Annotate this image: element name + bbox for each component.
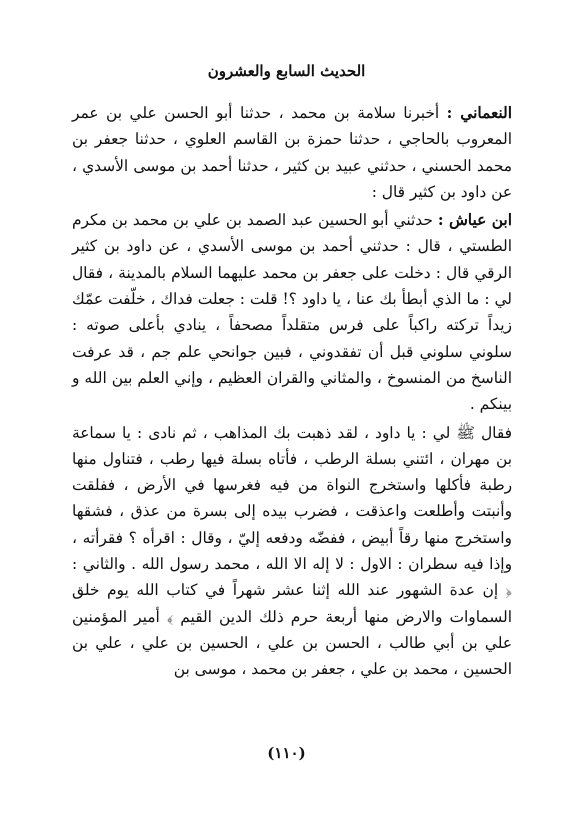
paragraph-3-text: فقال ﷺ لي : يا داود ، لقد ذهبت بك المذاهب ، ثم نادى : يا سماعة بن مهران ، ائتني بسلة الرطب ، فأتاه بسلة فيها رطب ، فتناول منها رطبة فأكلها واستخرج النواة من فيه فغرسها في الأرض ، ففلقت وأنبتت وأطلعت واعذقت ، فضرب بيده إلى بسرة من عذق ، فشقها واستخرج منها رقاً أبيض ، ففضّه ودفعه إليّ ، وقال : اقرأه ؟ فقرأته ، وإذا فيه سطران : الاول : لا إله الا الله ، محمد رسول الله . والثاني : ﴿ إن عدة الشهور عند الله إثنا عشر شهراً في كتاب الله يوم خلق السماوات والارض منها أربعة حرم ذلك الدين القيم ﴾ أمير المؤمنين علي بن أبي طالب ، الحسن بن علي ، الحسين بن علي ، علي بن الحسين ، محمد بن علي ، جعفر بن محمد ، موسى بن: [72, 423, 512, 679]
paragraph-2-lead: ابن عياش :: [437, 211, 512, 230]
page-number: (١١٠): [267, 744, 306, 762]
hadith-title: الحديث السابع والعشرون: [207, 62, 366, 80]
paragraph-1-lead: النعماني :: [446, 104, 513, 122]
paragraph-1: [72, 100, 512, 205]
paragraph-2: [72, 207, 512, 417]
paragraph-2-text: حدثني أبو الحسين عبد الصمد بن علي بن محمد بن مكرم الطستي ، قال : حدثني أحمد بن موسى الأسدي ، عن داود بن كثير الرقي قال : دخلت على جعفر بن محمد عليهما السلام بالمدينة ، فقال لي : ما الذي أبطأ بك عنا ، يا داود ؟! قلت : جعلت فداك ، خلّفت عمّك زيداً تركته راكباً على فرس متقلداً مصحفاً ، ينادي بأعلى صوته : سلوني سلوني قبل أن تفقدوني ، فبين جوانحي علم جم ، قد عرفت الناسخ من المنسوخ ، والمثاني والقران العظيم ، وإني العلم بين الله و بينكم .: [72, 211, 512, 414]
paragraph-3: [72, 420, 512, 683]
paragraph-1-text: أخبرنا سلامة بن محمد ، حدثنا أبو الحسن علي بن عمر المعروب بالحاجي ، حدثنا حمزة بن القاسم العلوي ، حدثنا جعفر بن محمد الحسني ، حدثني عبيد بن كثير ، حدثنا أحمد بن موسى الأسدي ، عن داود بن كثير قال :: [72, 104, 512, 201]
body-text: [72, 100, 512, 685]
